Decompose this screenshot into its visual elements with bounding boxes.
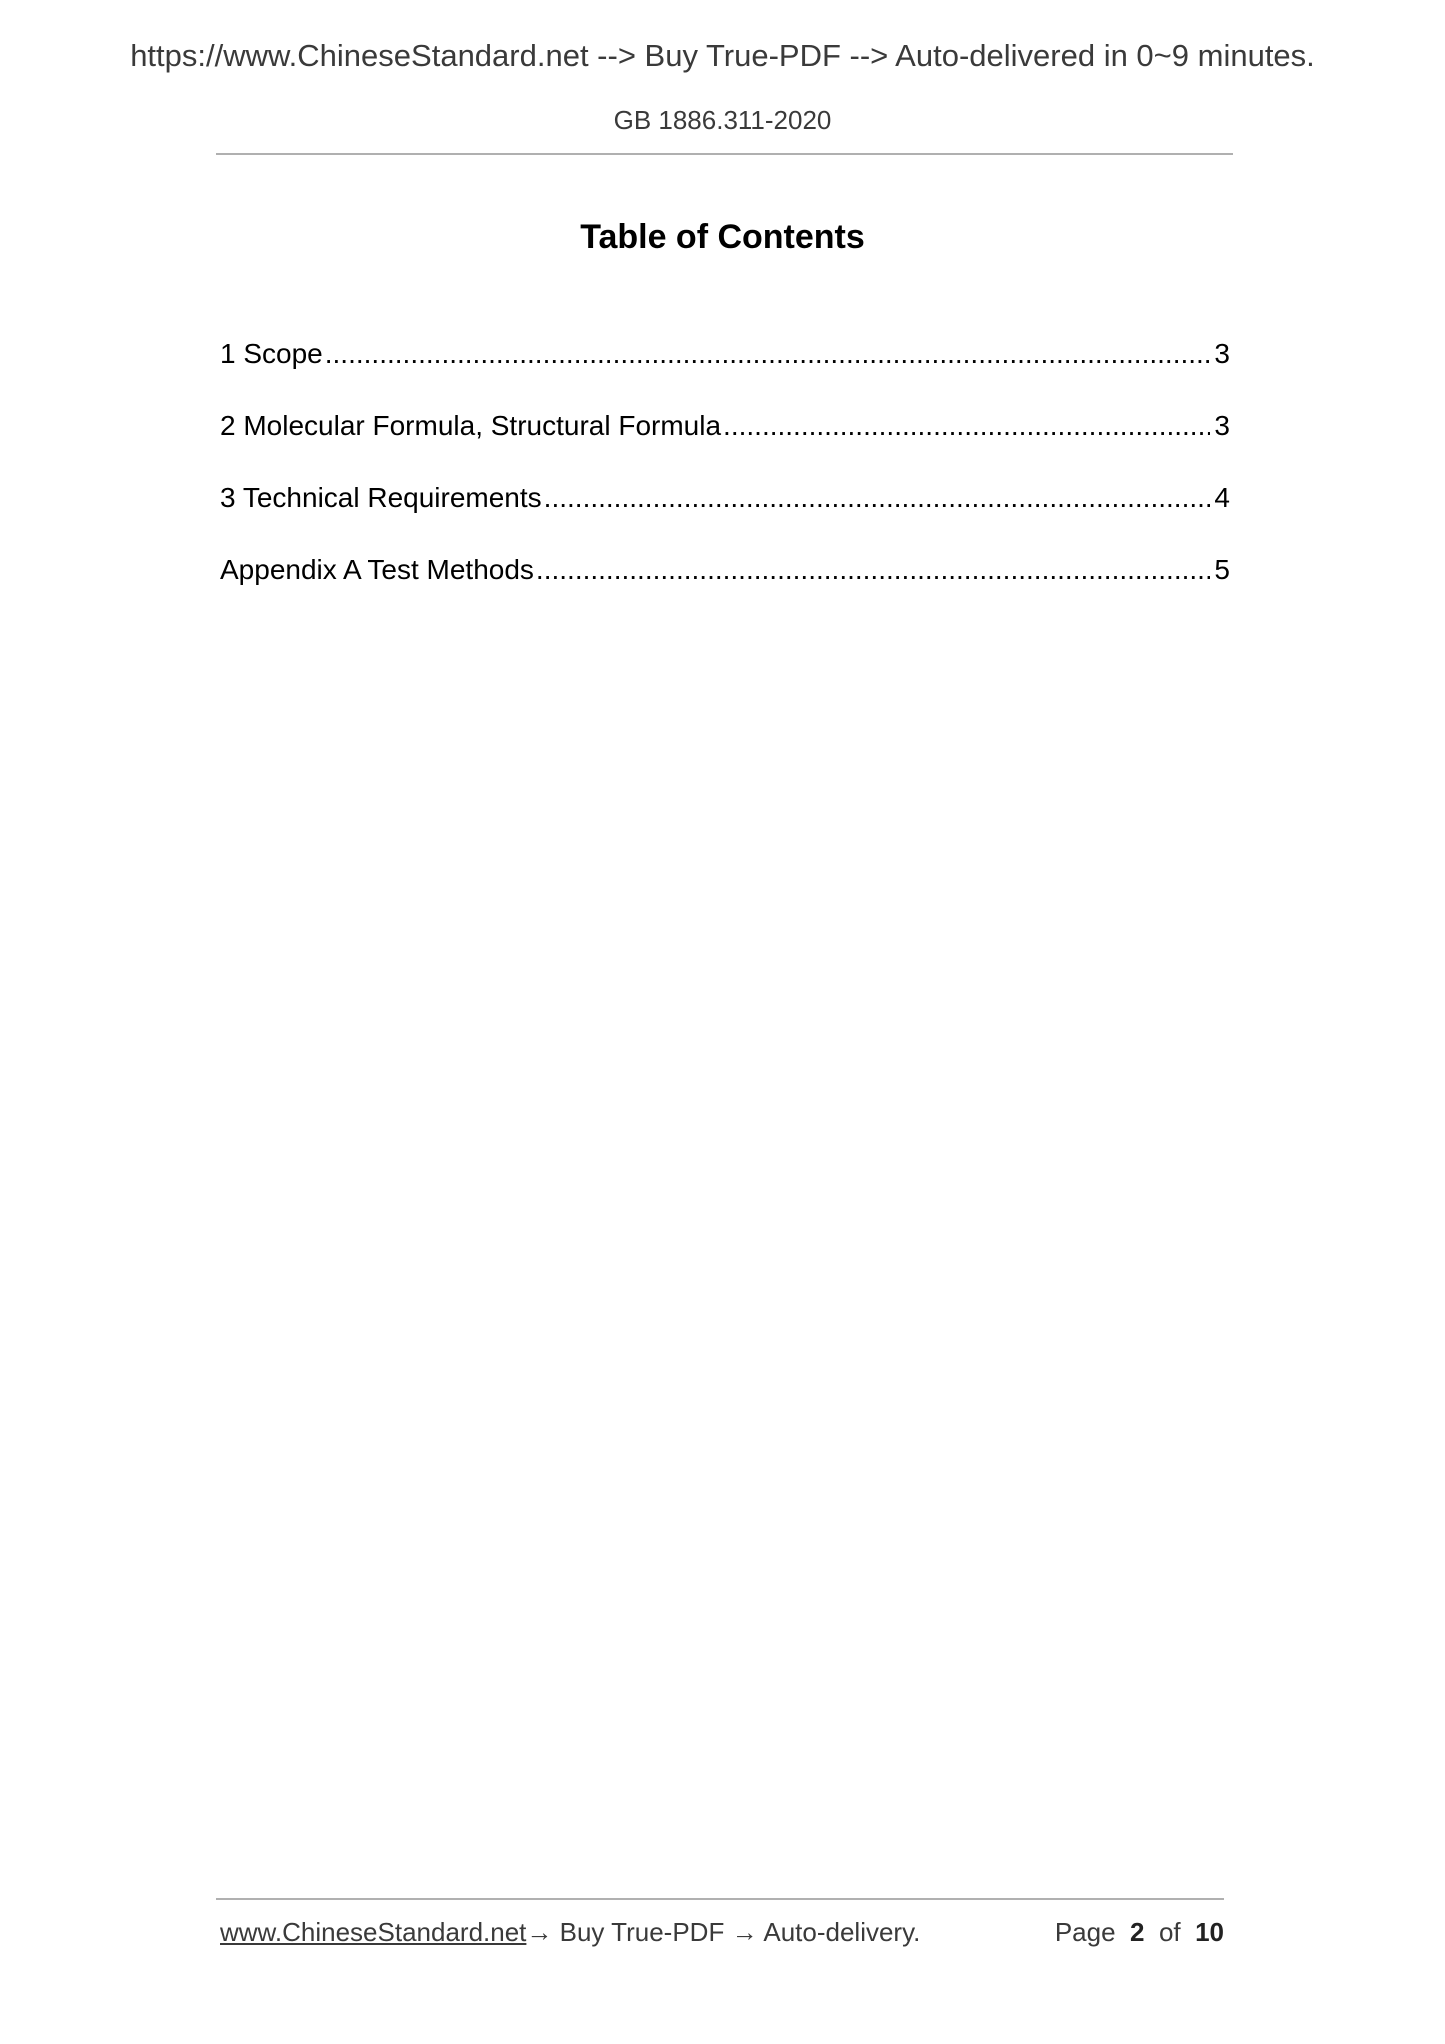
header-divider <box>216 153 1233 155</box>
toc-entry-page: 3 <box>1214 338 1230 369</box>
arrow-right-icon: → <box>526 1917 553 1947</box>
toc-entry-page: 5 <box>1214 554 1230 585</box>
top-banner-text: https://www.ChineseStandard.net --> Buy True-PDF --> Auto-delivered in 0~9 minutes. <box>130 38 1315 73</box>
toc-entry-appendix-a[interactable] <box>220 554 1230 626</box>
page-footer <box>220 1917 1224 1957</box>
toc-entry-label: 2 Molecular Formula, Structural Formula <box>220 410 722 441</box>
footer-site-link[interactable]: www.ChineseStandard.net <box>220 1917 527 1947</box>
toc-entry-label: 3 Technical Requirements <box>220 482 542 513</box>
toc-entry-page: 3 <box>1214 410 1230 441</box>
toc-entry-technical-requirements[interactable] <box>220 482 1230 554</box>
of-word: of <box>1158 1917 1181 1947</box>
page-word: Page <box>1054 1917 1116 1947</box>
toc-dot-leader <box>325 338 1211 370</box>
toc-dot-leader <box>544 482 1211 514</box>
footer-divider <box>216 1898 1224 1900</box>
footer-promo <box>220 1917 920 1948</box>
toc-entry-scope[interactable] <box>220 338 1230 410</box>
toc-entry-molecular-formula[interactable] <box>220 410 1230 482</box>
footer-delivery-text: Auto-delivery. <box>757 1917 921 1947</box>
table-of-contents <box>220 338 1230 626</box>
toc-title: Table of Contents <box>580 218 865 256</box>
toc-entry-label: Appendix A Test Methods <box>220 554 534 585</box>
toc-dot-leader <box>723 410 1210 442</box>
document-code: GB 1886.311-2020 <box>613 105 832 135</box>
toc-dot-leader <box>536 554 1211 586</box>
footer-buy-text: Buy True-PDF <box>552 1917 732 1947</box>
page-total: 10 <box>1195 1917 1224 1947</box>
page-current: 2 <box>1130 1917 1145 1947</box>
page-number <box>1055 1917 1224 1948</box>
arrow-right-icon: → <box>731 1917 758 1947</box>
toc-entry-label: 1 Scope <box>220 338 323 369</box>
toc-entry-page: 4 <box>1214 482 1230 513</box>
